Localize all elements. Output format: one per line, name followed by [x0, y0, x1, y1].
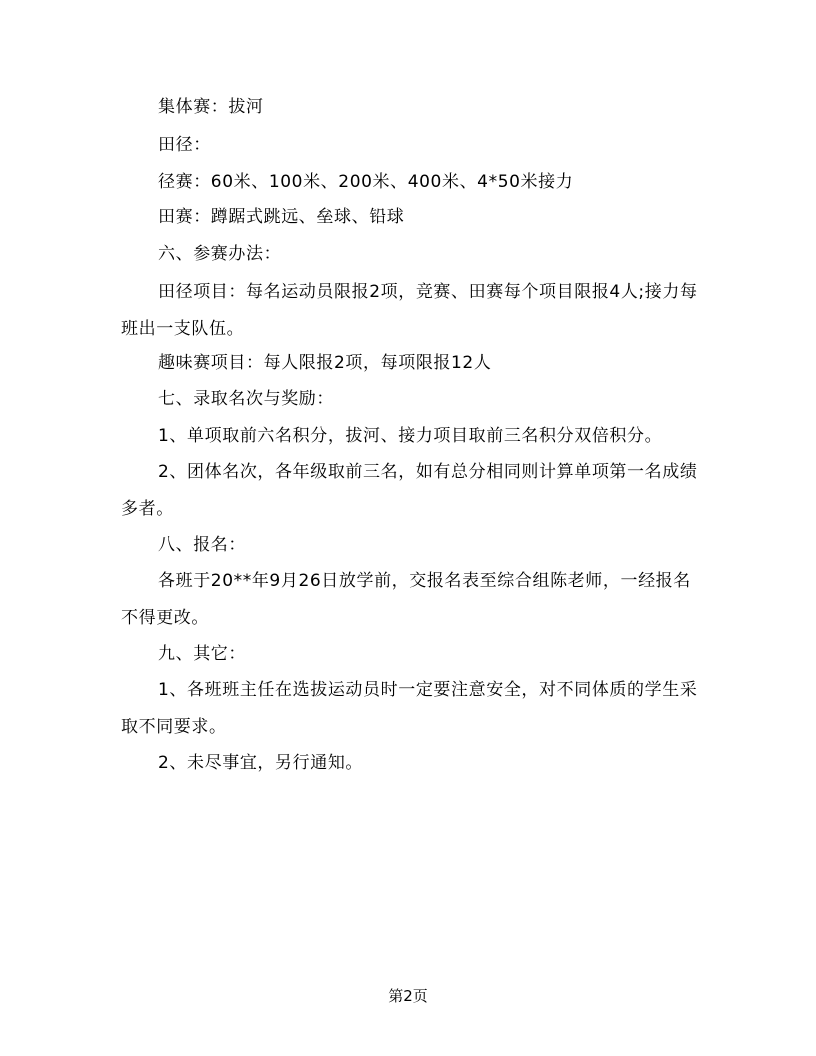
paragraph-individual-scoring: 1、单项取前六名积分，拔河、接力项目取前三名积分双倍积分。: [158, 426, 663, 446]
paragraph-team-ranking: 2、团体名次，各年级取前三名，如有总分相同则计算单项第一名成绩多者。: [121, 462, 698, 519]
paragraph-further-notice: 2、未尽事宜，另行通知。: [158, 753, 364, 773]
paragraph-fun-events: 趣味赛项目：每人限报2项，每项限报12人: [158, 353, 492, 373]
heading-participation: 六、参赛办法：: [158, 244, 282, 264]
heading-rankings-awards: 七、录取名次与奖励：: [158, 389, 334, 409]
paragraph-field-events: 田赛：蹲踞式跳远、垒球、铅球: [158, 207, 405, 227]
paragraph-registration: 各班于20**年9月26日放学前，交报名表至综合组陈老师，一经报名不得更改。: [121, 571, 691, 628]
paragraph-safety: 1、各班班主任在选拔运动员时一定要注意安全，对不同体质的学生采取不同要求。: [121, 680, 698, 737]
paragraph-track-events: 径赛：60米、100米、200米、400米、4*50米接力: [158, 172, 574, 192]
paragraph-team-events: 集体赛：拔河: [158, 97, 264, 117]
paragraph-track-rules: 田径项目：每名运动员限报2项，竞赛、田赛每个项目限报4人;接力每班出一支队伍。: [121, 282, 698, 339]
paragraph-track-field: 田径：: [158, 135, 211, 155]
page-number: 第2页: [388, 987, 428, 1005]
heading-registration: 八、报名：: [158, 535, 246, 555]
heading-other: 九、其它：: [158, 644, 246, 664]
